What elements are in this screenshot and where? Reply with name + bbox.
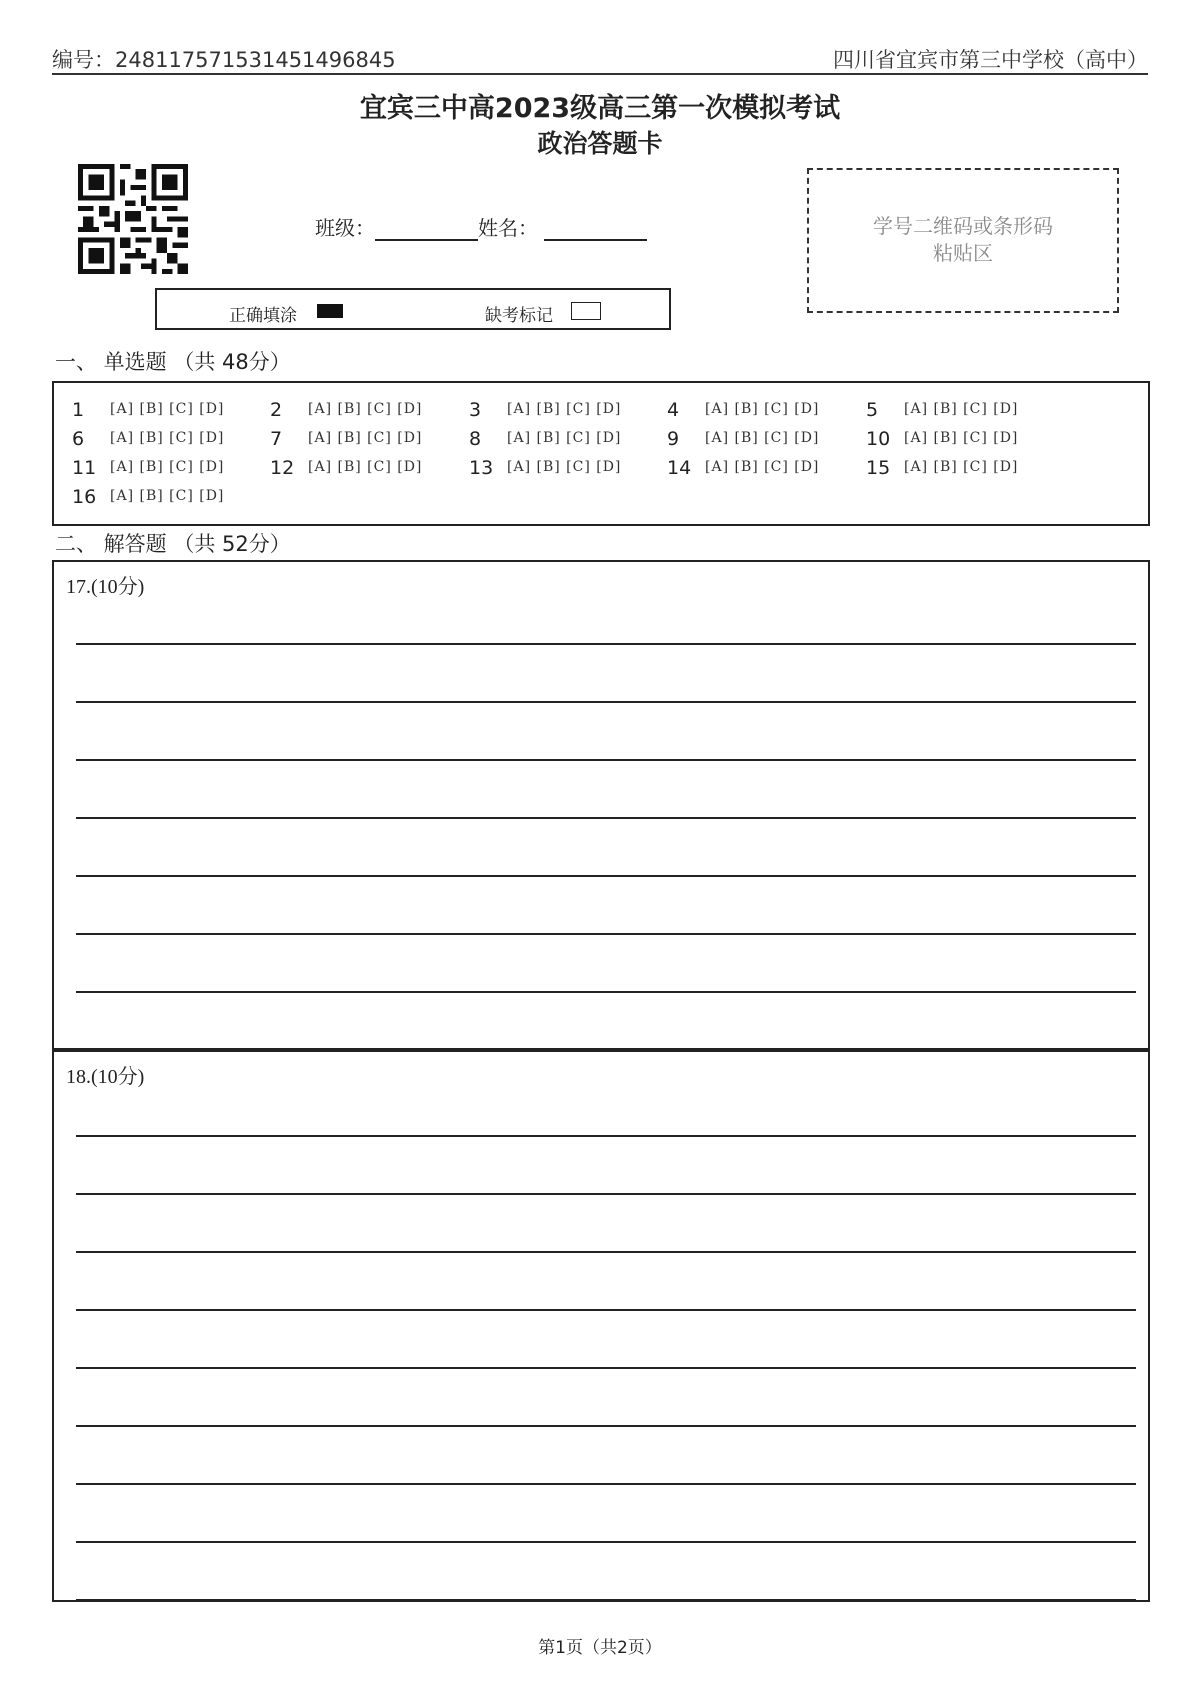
answer-bubbles[interactable]: [A] [B] [C] [D] xyxy=(507,401,622,417)
serial-label: 编号： xyxy=(52,48,115,72)
question-number: 3 xyxy=(469,399,482,421)
barcode-sticker-area xyxy=(807,168,1119,313)
answer-bubbles[interactable]: [A] [B] [C] [D] xyxy=(308,430,423,446)
writing-line[interactable] xyxy=(76,759,1136,761)
sticker-label-line2: 粘贴区 xyxy=(933,241,993,265)
question-number: 10 xyxy=(866,428,891,450)
multiple-choice-grid xyxy=(52,381,1150,526)
answer-area-q17[interactable] xyxy=(52,560,1150,1050)
section-answer-title: 二、 解答题 （共 52分） xyxy=(55,532,291,556)
answer-bubbles[interactable]: [A] [B] [C] [D] xyxy=(705,401,820,417)
absent-mark-label: 缺考标记 xyxy=(485,306,553,326)
name-label: 姓名： xyxy=(478,216,538,240)
absent-mark-box[interactable] xyxy=(571,302,601,320)
answer-bubbles[interactable]: [A] [B] [C] [D] xyxy=(705,459,820,475)
writing-line[interactable] xyxy=(76,1599,1136,1601)
answer-bubbles[interactable]: [A] [B] [C] [D] xyxy=(110,488,225,504)
answer-bubbles[interactable]: [A] [B] [C] [D] xyxy=(507,430,622,446)
writing-line[interactable] xyxy=(76,701,1136,703)
answer-bubbles[interactable]: [A] [B] [C] [D] xyxy=(705,430,820,446)
serial-number xyxy=(52,44,396,74)
serial-value: 24811757153145149684​5 xyxy=(115,48,396,72)
question-17-label: 17.(10分) xyxy=(66,576,145,598)
writing-line[interactable] xyxy=(76,991,1136,993)
section-multiple-choice-title: 一、 单选题 （共 48分） xyxy=(55,350,291,374)
answer-bubbles[interactable]: [A] [B] [C] [D] xyxy=(507,459,622,475)
question-number: 16 xyxy=(72,486,97,508)
writing-line[interactable] xyxy=(76,1309,1136,1311)
fill-legend xyxy=(155,288,671,330)
writing-line[interactable] xyxy=(76,1367,1136,1369)
class-field[interactable] xyxy=(315,212,647,241)
qr-code-icon xyxy=(78,164,188,274)
answer-area-q18[interactable] xyxy=(52,1050,1150,1602)
question-number: 11 xyxy=(72,457,97,479)
question-number: 12 xyxy=(270,457,295,479)
writing-line[interactable] xyxy=(76,1483,1136,1485)
question-number: 7 xyxy=(270,428,283,450)
writing-line[interactable] xyxy=(76,643,1136,645)
writing-line[interactable] xyxy=(76,933,1136,935)
question-number: 9 xyxy=(667,428,680,450)
class-line[interactable] xyxy=(375,239,478,241)
question-number: 4 xyxy=(667,399,680,421)
answer-bubbles[interactable]: [A] [B] [C] [D] xyxy=(110,459,225,475)
question-number: 14 xyxy=(667,457,692,479)
writing-line[interactable] xyxy=(76,1193,1136,1195)
sticker-label-line1: 学号二维码或条形码 xyxy=(873,214,1053,238)
question-number: 15 xyxy=(866,457,891,479)
answer-bubbles[interactable]: [A] [B] [C] [D] xyxy=(110,430,225,446)
filled-mark-sample xyxy=(317,304,343,318)
answer-bubbles[interactable]: [A] [B] [C] [D] xyxy=(904,459,1019,475)
question-number: 2 xyxy=(270,399,283,421)
class-label: 班级： xyxy=(315,216,375,240)
writing-line[interactable] xyxy=(76,1135,1136,1137)
question-18-label: 18.(10分) xyxy=(66,1066,145,1088)
name-line[interactable] xyxy=(544,239,647,241)
question-number: 5 xyxy=(866,399,879,421)
page-number: 第1页（共2页） xyxy=(538,1638,662,1658)
writing-line[interactable] xyxy=(76,875,1136,877)
answer-bubbles[interactable]: [A] [B] [C] [D] xyxy=(308,401,423,417)
question-number: 8 xyxy=(469,428,482,450)
header-divider xyxy=(52,73,1148,75)
writing-line[interactable] xyxy=(76,1251,1136,1253)
correct-fill-label: 正确填涂 xyxy=(229,306,297,326)
writing-line[interactable] xyxy=(76,817,1136,819)
question-number: 13 xyxy=(469,457,494,479)
question-number: 1 xyxy=(72,399,85,421)
exam-title: 宜宾三中高2023级高三第一次模拟考试 xyxy=(359,93,841,124)
writing-line[interactable] xyxy=(76,1425,1136,1427)
answer-bubbles[interactable]: [A] [B] [C] [D] xyxy=(308,459,423,475)
school-name: 四川省宜宾市第三中学校（高中） xyxy=(833,48,1148,72)
answer-bubbles[interactable]: [A] [B] [C] [D] xyxy=(904,430,1019,446)
question-number: 6 xyxy=(72,428,85,450)
writing-line[interactable] xyxy=(76,1541,1136,1543)
answer-bubbles[interactable]: [A] [B] [C] [D] xyxy=(904,401,1019,417)
card-title: 政治答题卡 xyxy=(537,129,663,158)
answer-bubbles[interactable]: [A] [B] [C] [D] xyxy=(110,401,225,417)
